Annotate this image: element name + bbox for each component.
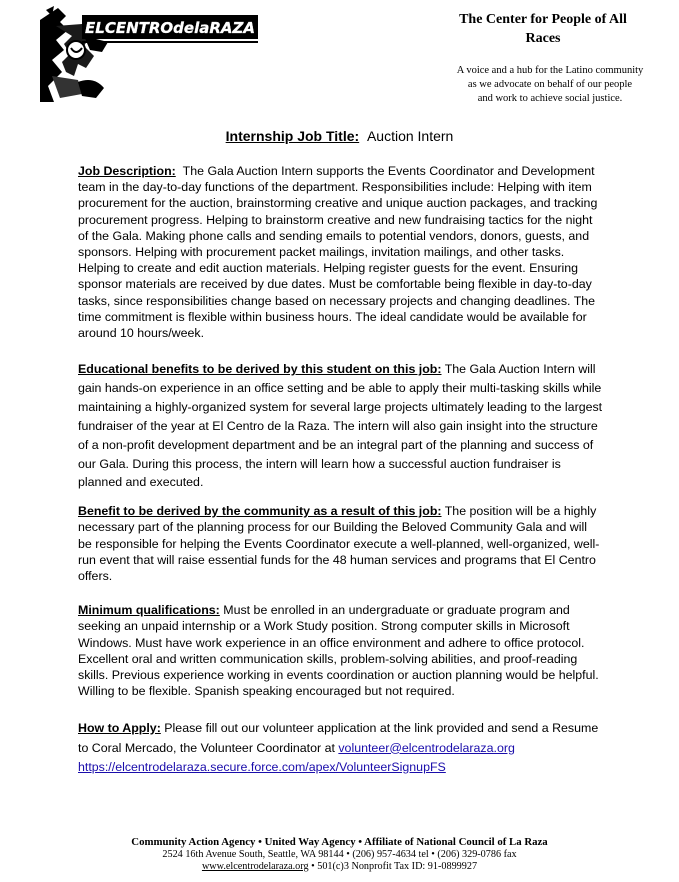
el-centro-de-la-raza-logo [38, 6, 260, 104]
job-description-section [78, 163, 604, 341]
community-benefit-section [78, 503, 604, 584]
job-description-body: The Gala Auction Intern supports the Events Coordinator and Development team in the day-to-day functions of the department. Responsibilities include: Helping with item procurement for the auction, brainstorming creative and unique auction packages, and tracking procurement progress. Helping to brainstorm creative and new fundraising tactics for the night of the Gala. Making phone calls and sending emails to potential vendors, donors, guests, and sponsors. Helping with procurement packet mailings, invitation mailings, and other tasks. Helping to create and edit auction materials. Helping register guests for the event. Ensuring sponsor materials are received by due dates. Must be comfortable being flexible in day-to-day tasks, since responsibilities change based on necessary projects and changing deadlines. The time commitment is flexible within business hours. The ideal candidate would be available for around 10 hours/week. [78, 164, 598, 341]
job-title-value: Auction Intern [366, 128, 454, 144]
footer-web-tax [0, 861, 679, 873]
footer [0, 836, 679, 873]
minimum-qualifications-heading: Minimum qualifications: [78, 603, 220, 617]
how-to-apply-body: Please fill out our volunteer application at the link provided and send a Resume to Coral Mercado, the Volunteer Coordinator at [78, 721, 599, 755]
footer-tax-id: • 501(c)3 Nonprofit Tax ID: 91-0899927 [308, 861, 478, 872]
tagline-line: and work to achieve social justice. [477, 93, 623, 104]
tagline-line: as we advocate on behalf of our people [467, 79, 633, 90]
footer-address: 2524 16th Avenue South, Seattle, WA 98144 • (206) 957-4634 tel • (206) 329-0786 fax [162, 849, 517, 860]
job-title-label: Internship Job Title: [225, 128, 360, 144]
org-title: The Center for People of All Races [459, 12, 627, 46]
minimum-qualifications-section [78, 602, 604, 700]
volunteer-signup-link[interactable]: https://elcentrodelaraza.secure.force.com/apex/VolunteerSignupFS [78, 760, 446, 774]
logo-wordmark: ELCENTROdelaRAZA [85, 19, 255, 37]
volunteer-email-link[interactable]: volunteer@elcentrodelaraza.org [338, 740, 515, 755]
footer-website-link[interactable]: www.elcentrodelaraza.org [201, 861, 309, 872]
educational-benefits-heading: Educational benefits to be derived by this student on this job: [78, 362, 442, 376]
community-benefit-body: The position will be a highly necessary part of the planning process for our Building the Beloved Community Gala and will be responsible for helping the Events Coordinator execute a well-planned, well-organized, well-run event that will raise essential funds for the 48 human services and programs that El Centro offers. [78, 504, 600, 584]
educational-benefits-section [78, 360, 604, 492]
footer-affiliations: Community Action Agency • United Way Agency • Affiliate of National Council of La Raza [131, 836, 548, 848]
tagline [448, 64, 652, 106]
tagline-line: A voice and a hub for the Latino community [456, 65, 644, 76]
educational-benefits-body: The Gala Auction Intern will gain hands-on experience in an office setting and be able to apply their multi-tasking skills while maintaining a highly-organized system for several large projects ultimately leading to the largest fundraiser of the year at El Centro de la Raza. The intern will also gain insight into the structure of a non-profit development department and be an integral part of the planning and success of our Gala. During this process, the intern will learn how a successful auction fundraiser is planned and executed. [78, 362, 603, 490]
minimum-qualifications-body: Must be enrolled in an undergraduate or graduate program and seeking an unpaid internship or a Work Study position. Strong computer skills in Microsoft Windows. Must have work experience in an office environment and adhere to office protocol. Excellent oral and written communication skills, problem-solving abilities, and proof-reading skills. Previous experience working in events coordination or auction planning would be helpful. Willing to be flexible. Spanish speaking encouraged but not required. [78, 603, 599, 699]
job-description-heading: Job Description: [78, 164, 176, 178]
job-title [0, 128, 679, 144]
how-to-apply-section [78, 719, 604, 778]
community-benefit-heading: Benefit to be derived by the community as a result of this job: [78, 504, 442, 518]
how-to-apply-heading: How to Apply: [78, 721, 161, 735]
